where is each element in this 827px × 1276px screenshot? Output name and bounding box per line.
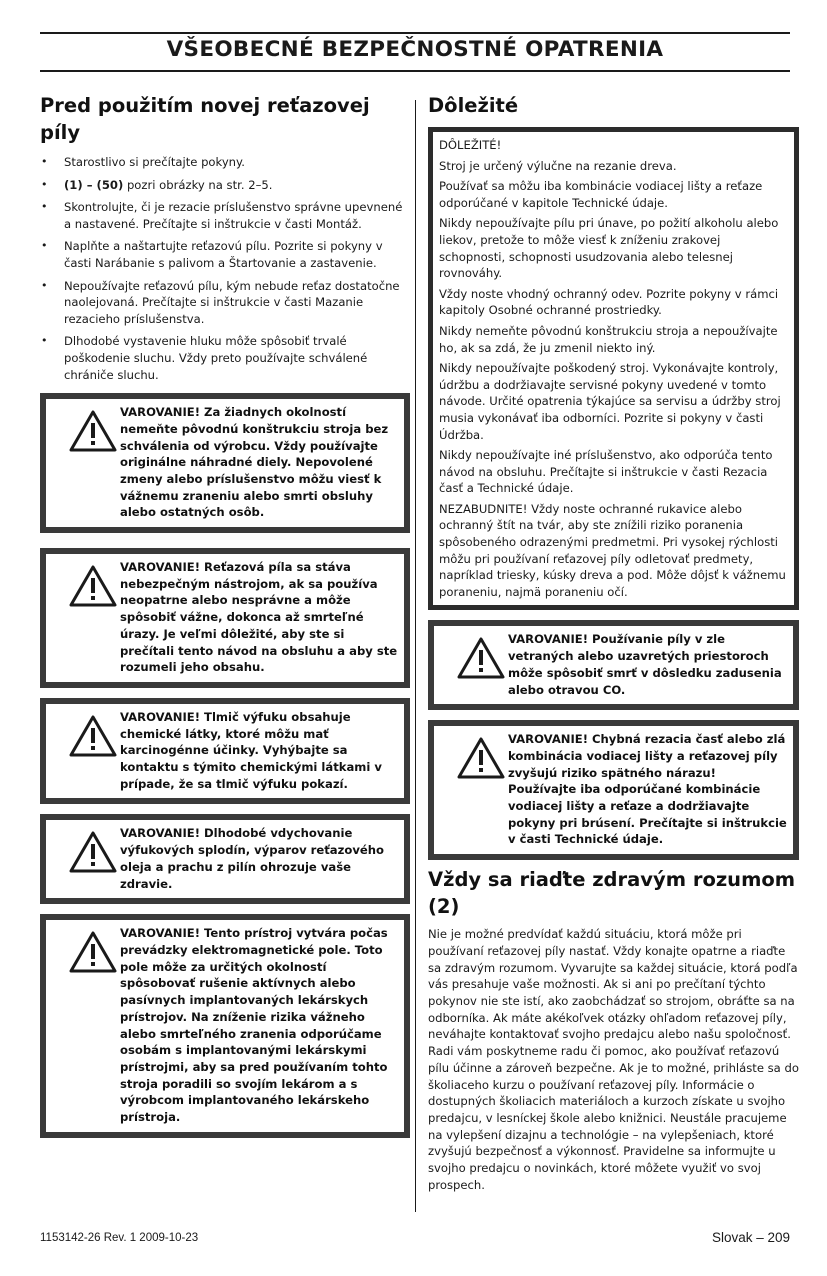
warning-text: VAROVANIE! Používanie píly v zle vetraných alebo uzavretých priestoroch môže spôsobiť smrť v dôsledku zadusenia alebo otravou CO. xyxy=(508,632,782,697)
left-column xyxy=(40,92,410,1138)
warning-text: VAROVANIE! Reťazová píla sa stáva nebezpečným nástrojom, ak sa používa neopatrne alebo nesprávne a môže spôsobiť vážne, dokonca až smrteľné úrazy. Je veľmi dôležité, aby ste si prečítali tento návod na obsluhu a aby ste rozumeli jeho obsahu. xyxy=(120,560,398,675)
list-item xyxy=(40,278,410,328)
warning-box xyxy=(40,393,410,533)
important-paragraph: Používať sa môžu iba kombinácie vodiacej lišty a reťaze odporúčané v kapitole Technické údaje. xyxy=(439,179,763,210)
list-item-text: Starostlivo si prečítajte pokyny. xyxy=(64,155,245,169)
warning-triangle-icon xyxy=(68,409,118,453)
right-column xyxy=(428,92,799,1193)
common-sense-heading: Vždy sa riaďte zdravým rozumom (2) xyxy=(428,868,796,919)
warning-text: VAROVANIE! Chybná rezacia časť alebo zlá kombinácia vodiacej lišty a reťazovej píly zvyšujú riziko spätného nárazu! Používajte iba odporúčané kombinácie vodiacej lišty a reťaze a dodržiavajte pokyny pri brúsení. Prečítajte si inštrukcie v časti Technické údaje. xyxy=(508,732,787,847)
warning-triangle-icon xyxy=(68,564,118,608)
top-rule xyxy=(40,32,790,34)
figure-range: (1) – (50) xyxy=(64,177,124,192)
right-heading: Dôležité xyxy=(428,94,519,117)
warning-box xyxy=(40,548,410,688)
list-item xyxy=(40,154,410,171)
warning-triangle-icon xyxy=(68,930,118,974)
warning-text: VAROVANIE! Tlmič výfuku obsahuje chemické látky, ktoré môžu mať karcinogénne účinky. Vyhýbajte sa kontaktu s týmito chemickými látkami v prípade, že sa tlmič výfuku pokazí. xyxy=(120,709,382,791)
page-number: Slovak – 209 xyxy=(711,1230,790,1245)
important-title: DÔLEŽITÉ! xyxy=(439,138,502,152)
warning-triangle-icon xyxy=(68,714,118,758)
important-paragraph: Vždy noste vhodný ochranný odev. Pozrite pokyny v rámci kapitoly Osobné ochranné prostriedky. xyxy=(439,286,779,318)
list-item xyxy=(40,238,410,271)
warning-triangle-icon xyxy=(68,830,118,874)
important-box xyxy=(428,127,799,610)
warning-text: VAROVANIE! Za žiadnych okolností nemeňte pôvodnú konštrukciu stroja bez schválenia od výrobcu. Vždy používajte originálne náhradné diely. Nepovolené zmeny alebo príslušenstvo môžu viesť k vážnemu zraneniu alebo smrti obsluhy alebo ostatných osôb. xyxy=(120,405,389,520)
important-paragraph: NEZABUDNITE! Vždy noste ochranné rukavice alebo ochranný štít na tvár, aby ste znížili riziko poranenia spôsobeného odrazenými predmetmi. Pri vysokej rýchlosti môžu pri používaní reťazovej píly odletovať predmety, napríklad triesky, kúsky dreva a pod. Môže dôjsť k vážnemu poraneniu, najmä poraneniu očí. xyxy=(439,501,786,599)
warning-box xyxy=(428,620,799,710)
page-title: VŠEOBECNÉ BEZPEČNOSTNÉ OPATRENIA xyxy=(166,37,664,62)
warning-triangle-icon xyxy=(456,736,506,780)
warning-box xyxy=(40,814,410,904)
important-paragraph: Nikdy nepoužívajte pílu pri únave, po požití alkoholu alebo liekov, pretože to môže viesť k zníženiu zrakovej schopnosti, schopnosti usudzovania alebo telesnej rovnováhy. xyxy=(439,216,779,281)
pre-use-list xyxy=(40,154,410,383)
list-item xyxy=(40,199,410,232)
list-item xyxy=(40,333,410,383)
title-underline xyxy=(40,70,790,72)
warning-box xyxy=(428,720,799,860)
list-item-text: pozri obrázky na str. 2–5. xyxy=(126,177,273,192)
important-paragraph: Nikdy nepoužívajte poškodený stroj. Vykonávajte kontroly, údržbu a dodržiavajte servisné pokyny uvedené v tomto návode. Určité opatrenia týkajúce sa servisu a údržby stroj musia vykonávať iba odborníci. Pozrite si pokyny v časti Údržba. xyxy=(439,361,781,442)
warning-box xyxy=(40,914,410,1137)
left-heading: Pred použitím novej reťazovej píly xyxy=(40,94,370,144)
column-divider xyxy=(415,100,416,1212)
list-item-text: Skontrolujte, či je rezacie príslušenstvo správne upevnené a nastavené. Prečítajte si inštrukcie v časti Montáž. xyxy=(64,200,403,231)
list-item-text: Naplňte a naštartujte reťazovú pílu. Pozrite si pokyny v časti Narábanie s palivom a Štartovanie a zastavenie. xyxy=(64,239,383,270)
warning-triangle-icon xyxy=(456,636,506,680)
document-id: 1153142-26 Rev. 1 2009-10-23 xyxy=(40,1232,199,1244)
warning-text: VAROVANIE! Tento prístroj vytvára počas prevádzky elektromagnetické pole. Toto pole môže za určitých okolností spôsobovať rušenie aktívnych alebo pasívnych implantovaných lekárskych prístrojov. Na zníženie rizika vážneho alebo smrteľného zranenia odporúčame osobám s implantovanými lekárskymi prístrojmi, aby sa pred používaním tohto stroja poradili so svojím lekárom a s výrobcom implantovaného lekárskeho prístroja. xyxy=(120,926,388,1125)
warning-text: VAROVANIE! Dlhodobé vdychovanie výfukových splodín, výparov reťazového oleja a prachu z pilín ohrozuje vaše zdravie. xyxy=(120,826,384,891)
warning-box xyxy=(40,698,410,805)
important-paragraph: Nikdy nemeňte pôvodnú konštrukciu stroja a nepoužívajte ho, ak sa zdá, že ju zmenil niekto iný. xyxy=(439,323,778,355)
important-paragraph: Stroj je určený výlučne na rezanie dreva. xyxy=(439,158,677,173)
list-item-text: Nepoužívajte reťazovú pílu, kým nebude reťaz dostatočne naolejovaná. Prečítajte si inštrukcie v časti Mazanie rezacieho príslušenstva. xyxy=(64,278,400,326)
list-item-text: Dlhodobé vystavenie hluku môže spôsobiť trvalé poškodenie sluchu. Vždy preto používajte schválené chrániče sluchu. xyxy=(64,334,368,382)
important-paragraph: Nikdy nepoužívajte iné príslušenstvo, ako odporúča tento návod na obsluhu. Prečítajte si inštrukcie v časti Rezacia časť a Technické údaje. xyxy=(439,448,773,496)
common-sense-paragraph: Nie je možné predvídať každú situáciu, ktorá môže pri používaní reťazovej píly nastať. Vždy konajte opatrne a riaďte sa zdravým rozumom. Vyvarujte sa každej situácie, ktorá podľa vás presahuje vaše možnosti. Ak si ani po prečítaní týchto pokynov nie ste istí, ako zaobchádzať so strojom, obráťte sa na odborníka. Ak máte akékoľvek otázky ohľadom reťazovej píly, neváhajte kontaktovať svojho predajcu alebo našu spoločnosť. Radi vám poskytneme radu či pomoc, ako používať reťazovú pílu účinne a zároveň bezpečne. Ak je to možné, prihláste sa do školiaceho kurzu o používaní reťazovej píly. Informácie o dostupných školiacich materiáloch a kurzoch získate u svojho predajcu, v lesníckej škole alebo knižnici. Neustále pracujeme na vylepšení dizajnu a technológie – na vylepšeniach, ktoré zvyšujú bezpečnosť a výkonnosť. Pravidelne sa informujte u svojho predajcu o novinkách, ktoré môžete využiť vo svoj prospech. xyxy=(428,927,799,1192)
list-item xyxy=(40,177,410,194)
